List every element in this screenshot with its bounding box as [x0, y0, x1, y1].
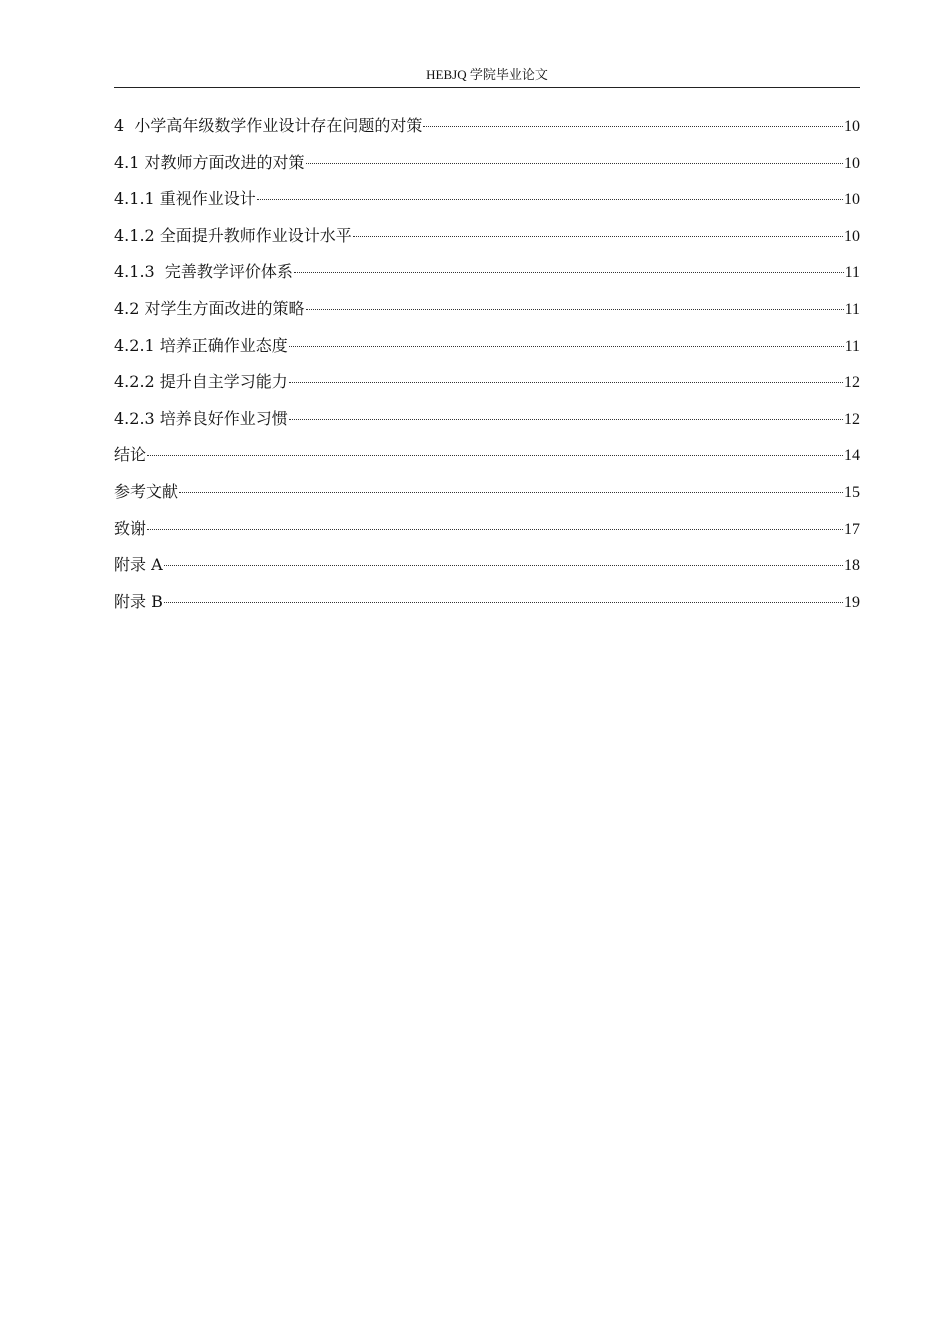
toc-entry-page: 10 — [844, 118, 860, 135]
toc-dot-leader — [179, 492, 843, 493]
toc-entry[interactable] — [114, 151, 860, 188]
toc-entry[interactable] — [114, 187, 860, 224]
toc-entry-label: 4.2.2 提升自主学习能力 — [114, 372, 288, 392]
toc-dot-leader — [289, 382, 843, 383]
toc-dot-leader — [147, 455, 843, 456]
toc-dot-leader — [147, 529, 843, 530]
toc-entry-page: 10 — [844, 227, 860, 245]
toc-entry-page: 12 — [844, 374, 860, 392]
toc-dot-leader — [164, 565, 843, 566]
toc-entry-label: 4.1.1 重视作业设计 — [114, 189, 256, 209]
toc-dot-leader — [423, 126, 843, 127]
toc-entry-page: 11 — [844, 337, 860, 355]
toc-entry-page: 11 — [844, 300, 860, 318]
toc-dot-leader — [306, 163, 843, 164]
toc-entry[interactable] — [114, 224, 860, 261]
toc-entry-label: 4.2 对学生方面改进的策略 — [114, 298, 305, 318]
toc-entry-label: 4.1 对教师方面改进的对策 — [114, 152, 305, 172]
toc-entry[interactable] — [114, 517, 860, 554]
toc-entry-label: 致谢 — [114, 518, 147, 538]
toc-dot-leader — [289, 419, 843, 420]
toc-entry[interactable] — [114, 297, 860, 334]
toc-entry-page: 18 — [844, 557, 860, 575]
table-of-contents — [114, 114, 860, 626]
toc-entry-label: 4.2.3 培养良好作业习惯 — [114, 408, 288, 428]
toc-entry-page: 12 — [844, 410, 860, 428]
toc-dot-leader — [257, 199, 843, 200]
toc-entry[interactable] — [114, 407, 860, 444]
toc-entry[interactable] — [114, 260, 860, 297]
toc-dot-leader — [294, 272, 844, 273]
toc-entry-label: 附录 B — [114, 591, 163, 611]
toc-entry-page: 15 — [844, 483, 860, 501]
toc-entry-label: 参考文献 — [114, 481, 179, 501]
toc-dot-leader — [353, 236, 843, 237]
toc-entry-label: 4.1.3 完善教学评价体系 — [114, 262, 293, 282]
toc-entry-label: 附录 A — [114, 555, 163, 575]
toc-entry-page: 17 — [844, 520, 860, 538]
toc-entry[interactable] — [114, 370, 860, 407]
toc-entry[interactable] — [114, 114, 860, 151]
toc-entry-label: 结论 — [114, 445, 147, 465]
toc-dot-leader — [306, 309, 844, 310]
toc-entry-page: 10 — [844, 191, 860, 209]
toc-dot-leader — [164, 602, 843, 603]
toc-entry-label: 4 小学高年级数学作业设计存在问题的对策 — [114, 116, 423, 135]
toc-entry-label: 4.2.1 培养正确作业态度 — [114, 335, 288, 355]
toc-entry[interactable] — [114, 553, 860, 590]
page-header: HEBJQ 学院毕业论文 — [426, 67, 548, 82]
toc-entry-page: 10 — [844, 154, 860, 172]
header-rule — [114, 87, 860, 88]
toc-entry-page: 11 — [844, 264, 860, 282]
toc-entry[interactable] — [114, 334, 860, 371]
toc-entry-page: 19 — [844, 593, 860, 611]
toc-dot-leader — [289, 346, 844, 347]
toc-entry-page: 14 — [844, 447, 860, 465]
toc-entry[interactable] — [114, 443, 860, 480]
toc-entry[interactable] — [114, 480, 860, 517]
toc-entry[interactable] — [114, 590, 860, 627]
toc-entry-label: 4.1.2 全面提升教师作业设计水平 — [114, 225, 352, 245]
